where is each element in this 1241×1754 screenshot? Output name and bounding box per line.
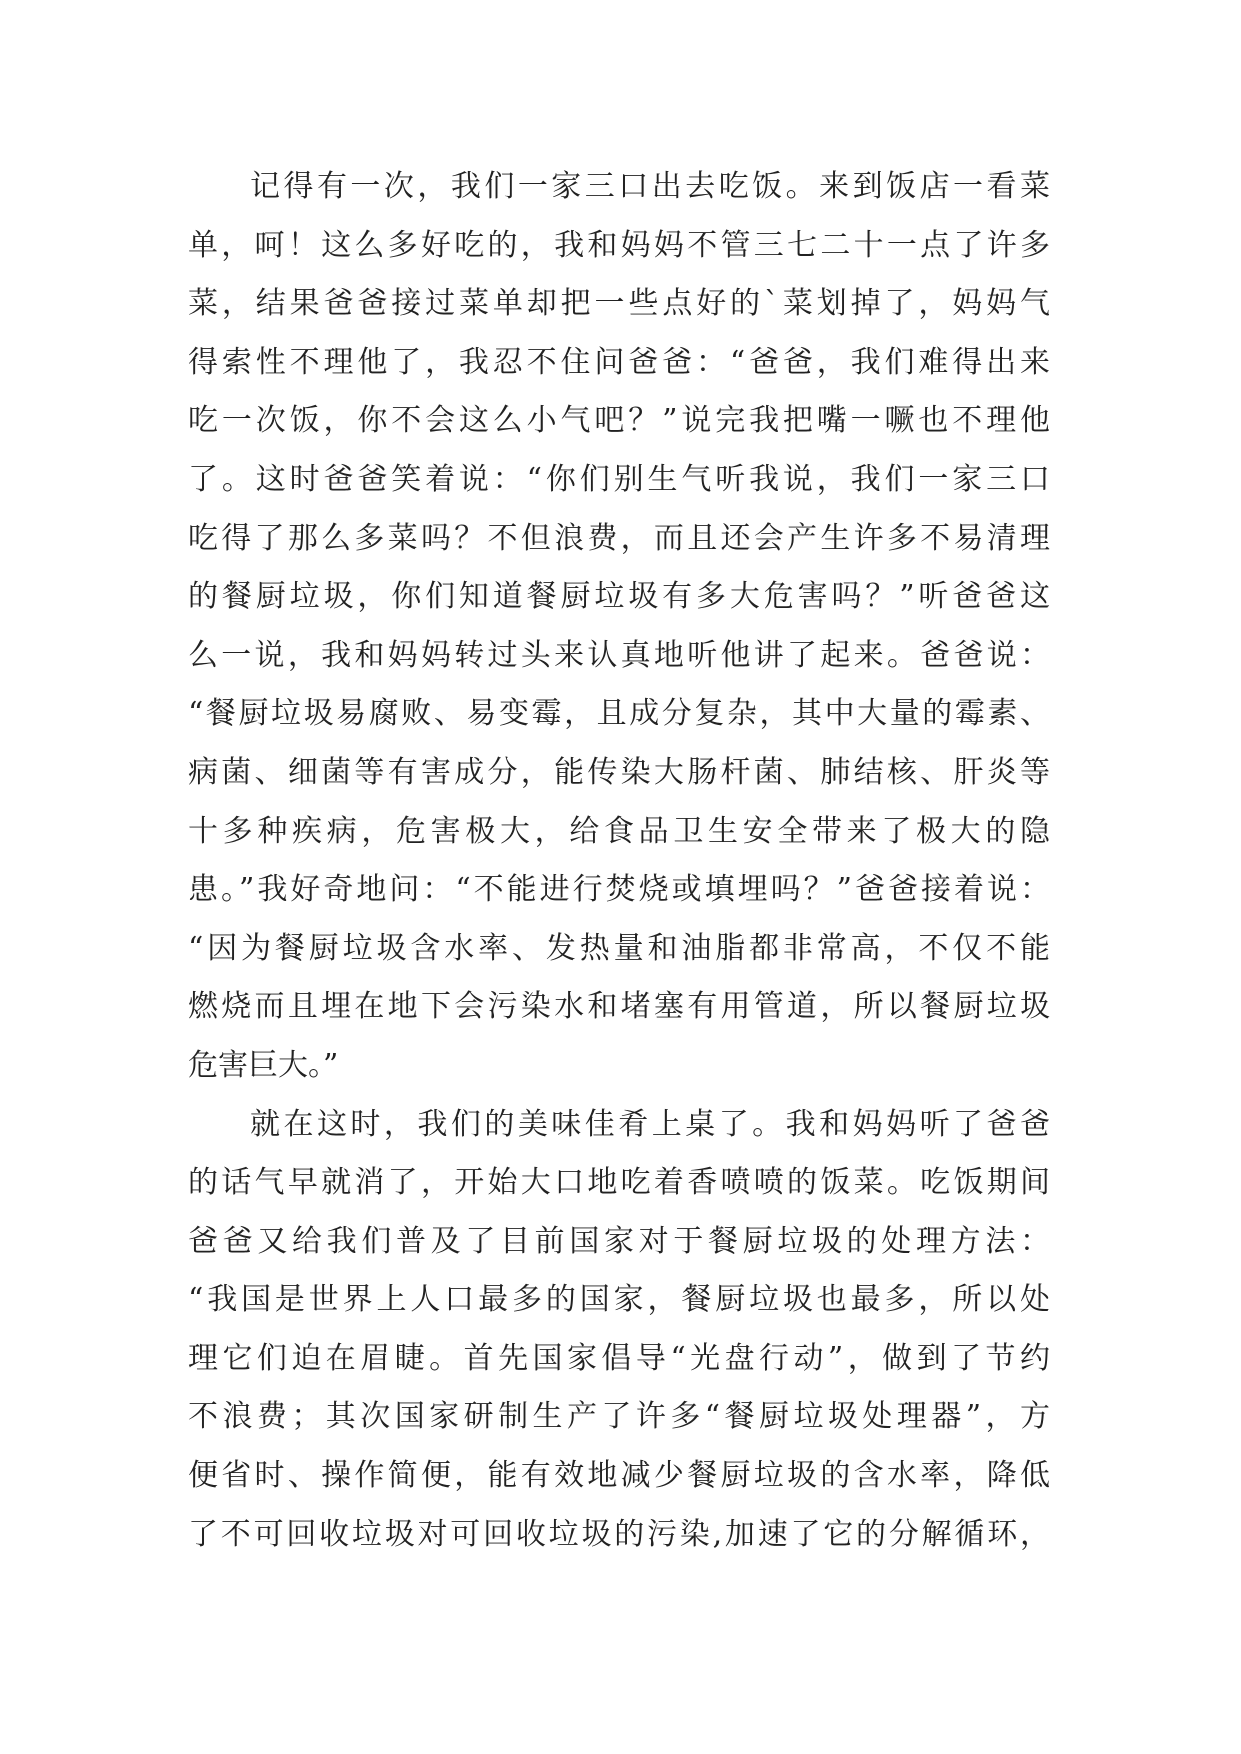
text-line: 的话气早就消了，开始大口地吃着香喷喷的饭菜。吃饭期间 xyxy=(188,1165,1050,1201)
text-line: 便省时、操作简便，能有效地减少餐厨垃圾的含水率，降低 xyxy=(188,1458,1050,1494)
text-line: 不浪费；其次国家研制生产了许多“餐厨垃圾处理器”，方 xyxy=(188,1399,1050,1435)
text-line: 了不可回收垃圾对可回收垃圾的污染,加速了它的分解循环， xyxy=(188,1516,1050,1552)
text-line: 十多种疾病，危害极大，给食品卫生安全带来了极大的隐 xyxy=(188,813,1050,849)
text-line: 记得有一次，我们一家三口出去吃饭。来到饭店一看菜 xyxy=(250,169,1050,204)
text-line: 吃得了那么多菜吗？不但浪费，而且还会产生许多不易清理 xyxy=(188,520,1050,556)
body-text xyxy=(188,158,1050,1564)
text-line: 危害巨大。” xyxy=(188,1047,339,1083)
text-line: 了。这时爸爸笑着说：“你们别生气听我说，我们一家三口 xyxy=(188,461,1050,497)
text-line: 病菌、细菌等有害成分，能传染大肠杆菌、肺结核、肝炎等 xyxy=(188,754,1050,790)
text-line: 患。”我好奇地问：“不能进行焚烧或填埋吗？”爸爸接着说： xyxy=(188,872,1050,908)
paragraph-2 xyxy=(188,1096,1050,1565)
text-line: 单，呵！这么多好吃的，我和妈妈不管三七二十一点了许多 xyxy=(188,227,1050,263)
text-line: 菜，结果爸爸接过菜单却把一些点好的`菜划掉了，妈妈气 xyxy=(188,286,1050,322)
text-line: “因为餐厨垃圾含水率、发热量和油脂都非常高，不仅不能 xyxy=(188,930,1050,966)
text-line: 的餐厨垃圾，你们知道餐厨垃圾有多大危害吗？”听爸爸这 xyxy=(188,579,1050,615)
text-line: 就在这时，我们的美味佳肴上桌了。我和妈妈听了爸爸 xyxy=(250,1106,1050,1142)
text-line: “我国是世界上人口最多的国家，餐厨垃圾也最多，所以处 xyxy=(188,1282,1050,1318)
text-line: 吃一次饭，你不会这么小气吧？”说完我把嘴一噘也不理他 xyxy=(188,403,1050,439)
text-line: 爸爸又给我们普及了目前国家对于餐厨垃圾的处理方法： xyxy=(188,1223,1050,1259)
text-line: 理它们迫在眉睫。首先国家倡导“光盘行动”，做到了节约 xyxy=(188,1340,1050,1376)
text-line: 么一说，我和妈妈转过头来认真地听他讲了起来。爸爸说： xyxy=(188,637,1050,673)
text-line: 得索性不理他了，我忍不住问爸爸：“爸爸，我们难得出来 xyxy=(188,344,1050,380)
text-line: “餐厨垃圾易腐败、易变霉，且成分复杂，其中大量的霉素、 xyxy=(188,696,1050,732)
paragraph-1 xyxy=(188,158,1050,1096)
text-line: 燃烧而且埋在地下会污染水和堵塞有用管道，所以餐厨垃圾 xyxy=(188,989,1050,1025)
